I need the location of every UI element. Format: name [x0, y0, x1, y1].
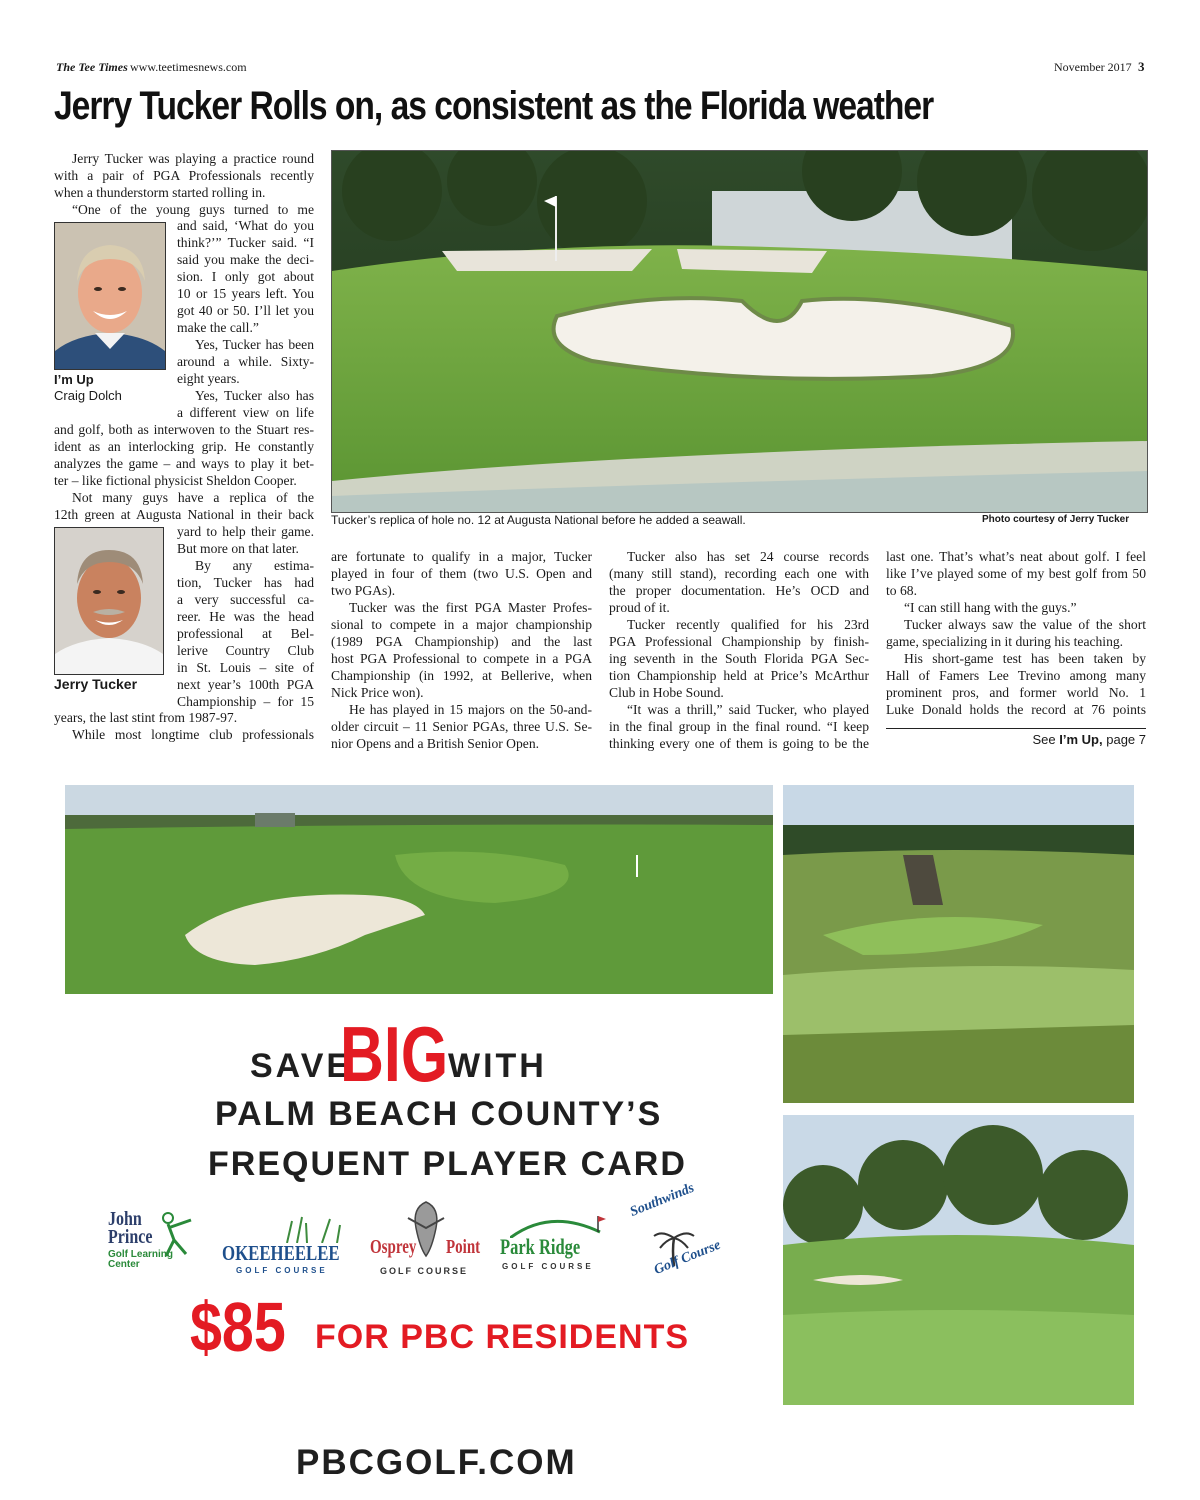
okeeheelee-name: OKEEHEELEE — [222, 1241, 340, 1265]
column-2 — [331, 548, 592, 752]
text-line: (many still stand), recording each one with — [609, 566, 869, 581]
text-line: Hall of Famers Lee Trevino among many — [886, 668, 1146, 683]
column-1-wrap-text — [177, 217, 314, 421]
text-line: Championship (in 1992, at Bellerive, when — [331, 668, 592, 683]
jump-prefix: See — [1032, 732, 1056, 747]
text-line: eight years. — [177, 371, 240, 386]
text-line: a different view on life — [177, 405, 314, 420]
text-line: the proper documentation. He’s OCD and — [609, 583, 869, 598]
text-line: last one. That’s what’s neat about golf. I feel — [886, 549, 1146, 564]
john-prince-sub-2: Center — [108, 1259, 140, 1270]
john-prince-name-2: Prince — [108, 1226, 153, 1248]
page-number: 3 — [1138, 59, 1145, 74]
golf-green-bunker-image — [332, 151, 1147, 512]
text-line: Tucker recently qualified for his 23rd — [627, 617, 869, 632]
text-line: “It was a thrill,” said Tucker, who played — [627, 702, 869, 717]
text-line: Nick Price won). — [331, 685, 424, 700]
text-line: nior Opens and a British Senior Open. — [331, 736, 540, 751]
golf-bunker-image — [65, 785, 773, 994]
text-line: game, specializing in it during his teaching. — [886, 634, 1124, 649]
text-line: 10 or 15 years left. You — [177, 286, 314, 301]
text-line: By any estima- — [195, 558, 314, 573]
text-line: “One of the young guys turned to me — [72, 202, 314, 217]
ad-price: $85 — [190, 1288, 286, 1366]
text-line: around a while. Sixty- — [177, 354, 314, 369]
text-line: host PGA Professional to compete in a PGA — [331, 651, 592, 666]
text-line: Tucker also has set 24 course records — [627, 549, 869, 564]
text-line: played in four of them (two U.S. Open and — [331, 566, 592, 581]
ad-golf-course-photo-3 — [783, 1115, 1134, 1405]
text-line: Not many guys have a replica of the — [72, 490, 314, 505]
column-4 — [886, 548, 1146, 718]
text-line: and golf, both as interwoven to the Stuart res- — [54, 422, 314, 437]
golfer-icon — [146, 1210, 206, 1258]
text-line: next year’s 100th PGA — [177, 677, 314, 692]
text-line: yard to help their game. — [177, 524, 314, 539]
okeeheelee-sub: GOLF COURSE — [236, 1266, 328, 1275]
text-line: proud of it. — [609, 600, 670, 615]
text-line: prominent pros, and former world No. 1 — [886, 685, 1146, 700]
park-ridge-name: Park Ridge — [500, 1234, 581, 1259]
publication-url: www.teetimesnews.com — [130, 60, 247, 74]
ad-url[interactable]: PBCGOLF.COM — [296, 1443, 577, 1482]
park-ridge-logo — [500, 1212, 610, 1276]
text-line: sion. I only got about — [177, 269, 314, 284]
text-line: tion Championship held at Price’s McArthur — [609, 668, 869, 683]
text-line: said you make the deci- — [177, 252, 314, 267]
text-line: sional to compete in a major championship — [331, 617, 592, 632]
osprey-name-1: Osprey — [370, 1236, 417, 1258]
photo-caption-jerry-tucker: Jerry Tucker — [54, 676, 138, 692]
text-line: reer. He was the head — [177, 609, 314, 624]
text-line: Tucker always saw the value of the short — [904, 617, 1146, 632]
column-1-intro — [54, 150, 314, 218]
osprey-point-logo — [368, 1198, 484, 1288]
text-line: ter – like fictional physicist Sheldon Cooper. — [54, 473, 297, 488]
photo-caption: Tucker’s replica of hole no. 12 at Augusta National before he added a seawall. — [331, 513, 746, 527]
southwinds-sub: Golf Course — [652, 1237, 723, 1278]
reeds-icon — [282, 1215, 348, 1243]
text-line: lerive Country Club — [177, 643, 314, 658]
text-line: with a pair of PGA Professionals recently — [54, 168, 314, 183]
text-line: ing seventh in the South Florida PGA Sec- — [609, 651, 869, 666]
ad-golf-course-photo-1 — [65, 785, 773, 994]
text-line: “I can still hang with the guys.” — [904, 600, 1077, 615]
text-line: analyzes the game – and ways to play it bet- — [54, 456, 314, 471]
text-line: Club in Hobe Sound. — [609, 685, 724, 700]
text-line: in the final group in the final round. “I keep — [609, 719, 869, 734]
text-line: While most longtime club professionals — [72, 727, 314, 742]
text-line: Jerry Tucker was playing a practice round — [72, 151, 314, 166]
golf-fairway-image — [783, 785, 1134, 1103]
text-line: to 68. — [886, 583, 917, 598]
park-ridge-sub: GOLF COURSE — [502, 1262, 594, 1271]
columnist-photo — [54, 222, 166, 370]
ad-residents-text: FOR PBC RESIDENTS — [315, 1318, 690, 1356]
divider — [886, 728, 1146, 729]
article-headline: Jerry Tucker Rolls on, as consistent as the Florida weather — [54, 84, 934, 128]
text-line: a very successful ca- — [177, 592, 314, 607]
text-line: got 40 or 50. I’ll let you — [177, 303, 314, 318]
southwinds-name: Southwinds — [628, 1180, 697, 1220]
text-line: are fortunate to qualify in a major, Tucker — [331, 549, 592, 564]
text-line: make the call.” — [177, 320, 259, 335]
text-line: when a thunderstorm started rolling in. — [54, 185, 266, 200]
text-line: older circuit – 11 Senior PGAs, three U.S. Se- — [331, 719, 592, 734]
text-line: thinking every one of them is going to be the — [609, 736, 869, 751]
text-line: in St. Louis – site of — [177, 660, 314, 675]
okeeheelee-logo — [222, 1215, 348, 1277]
column-3 — [609, 548, 869, 752]
text-line: tion, Tucker has had — [177, 575, 314, 590]
text-line: But more on that later. — [177, 541, 299, 556]
column-1-continued — [54, 421, 314, 523]
text-line: 12th green at Augusta National in their back — [54, 507, 314, 522]
text-line: Tucker was the first PGA Master Profes- — [349, 600, 592, 615]
photo-credit: Photo courtesy of Jerry Tucker — [982, 514, 1130, 525]
text-line: and said, ‘What do you — [177, 218, 314, 233]
publication-name: The Tee Times — [56, 60, 128, 74]
ad-big-text: BIG — [340, 1010, 449, 1098]
text-line: Yes, Tucker has been — [195, 337, 314, 352]
osprey-sub: GOLF COURSE — [380, 1266, 469, 1276]
text-line: professional at Bel- — [177, 626, 314, 641]
jump-page: page 7 — [1106, 732, 1146, 747]
jump-title: I’m Up, — [1059, 732, 1103, 747]
jerry-tucker-photo — [54, 527, 164, 675]
text-line: years, the last stint from 1987-97. — [54, 710, 238, 725]
ad-county-text: PALM BEACH COUNTY’S — [215, 1095, 663, 1133]
text-line: His short-game test has been taken by — [904, 651, 1146, 666]
southwinds-logo — [624, 1180, 724, 1290]
text-line: ident as an interlocking grip. He constantly — [54, 439, 314, 454]
text-line: like I’ve played some of my best golf from 50 — [886, 566, 1146, 581]
ad-card-text: FREQUENT PLAYER CARD — [208, 1145, 687, 1183]
john-prince-sub-1: Golf Learning — [108, 1249, 173, 1260]
john-prince-logo — [108, 1210, 208, 1280]
text-line: Yes, Tucker also has — [195, 388, 314, 403]
text-line: Luke Donald holds the record at 76 points — [886, 702, 1146, 717]
continued-jump-line — [886, 732, 1146, 747]
text-line: Championship – for 15 — [177, 694, 314, 709]
augusta-replica-photo — [331, 150, 1148, 513]
byline-author: Craig Dolch — [54, 388, 122, 403]
jerry-tucker-portrait-icon — [55, 528, 163, 674]
ad-with-text: WITH — [448, 1047, 547, 1085]
column-label: I’m Up — [54, 372, 94, 387]
columnist-portrait-icon — [55, 223, 165, 369]
column-1-end — [54, 709, 314, 743]
text-line: PGA Professional Championship by finish- — [609, 634, 869, 649]
text-line: He has played in 15 majors on the 50-and- — [349, 702, 592, 717]
text-line: two PGAs). — [331, 583, 396, 598]
ad-save-text: SAVE — [250, 1047, 353, 1085]
text-line: think?’” Tucker said. “I — [177, 235, 314, 250]
column-1-wrap-text-2 — [177, 523, 314, 710]
ad-golf-course-photo-2 — [783, 785, 1134, 1103]
john-prince-name-1: John — [108, 1208, 142, 1230]
text-line: (1989 PGA Championship) and the last — [331, 634, 592, 649]
osprey-name-2: Point — [446, 1236, 481, 1258]
issue-date: November 2017 — [1054, 60, 1132, 74]
golf-palms-image — [783, 1115, 1134, 1405]
